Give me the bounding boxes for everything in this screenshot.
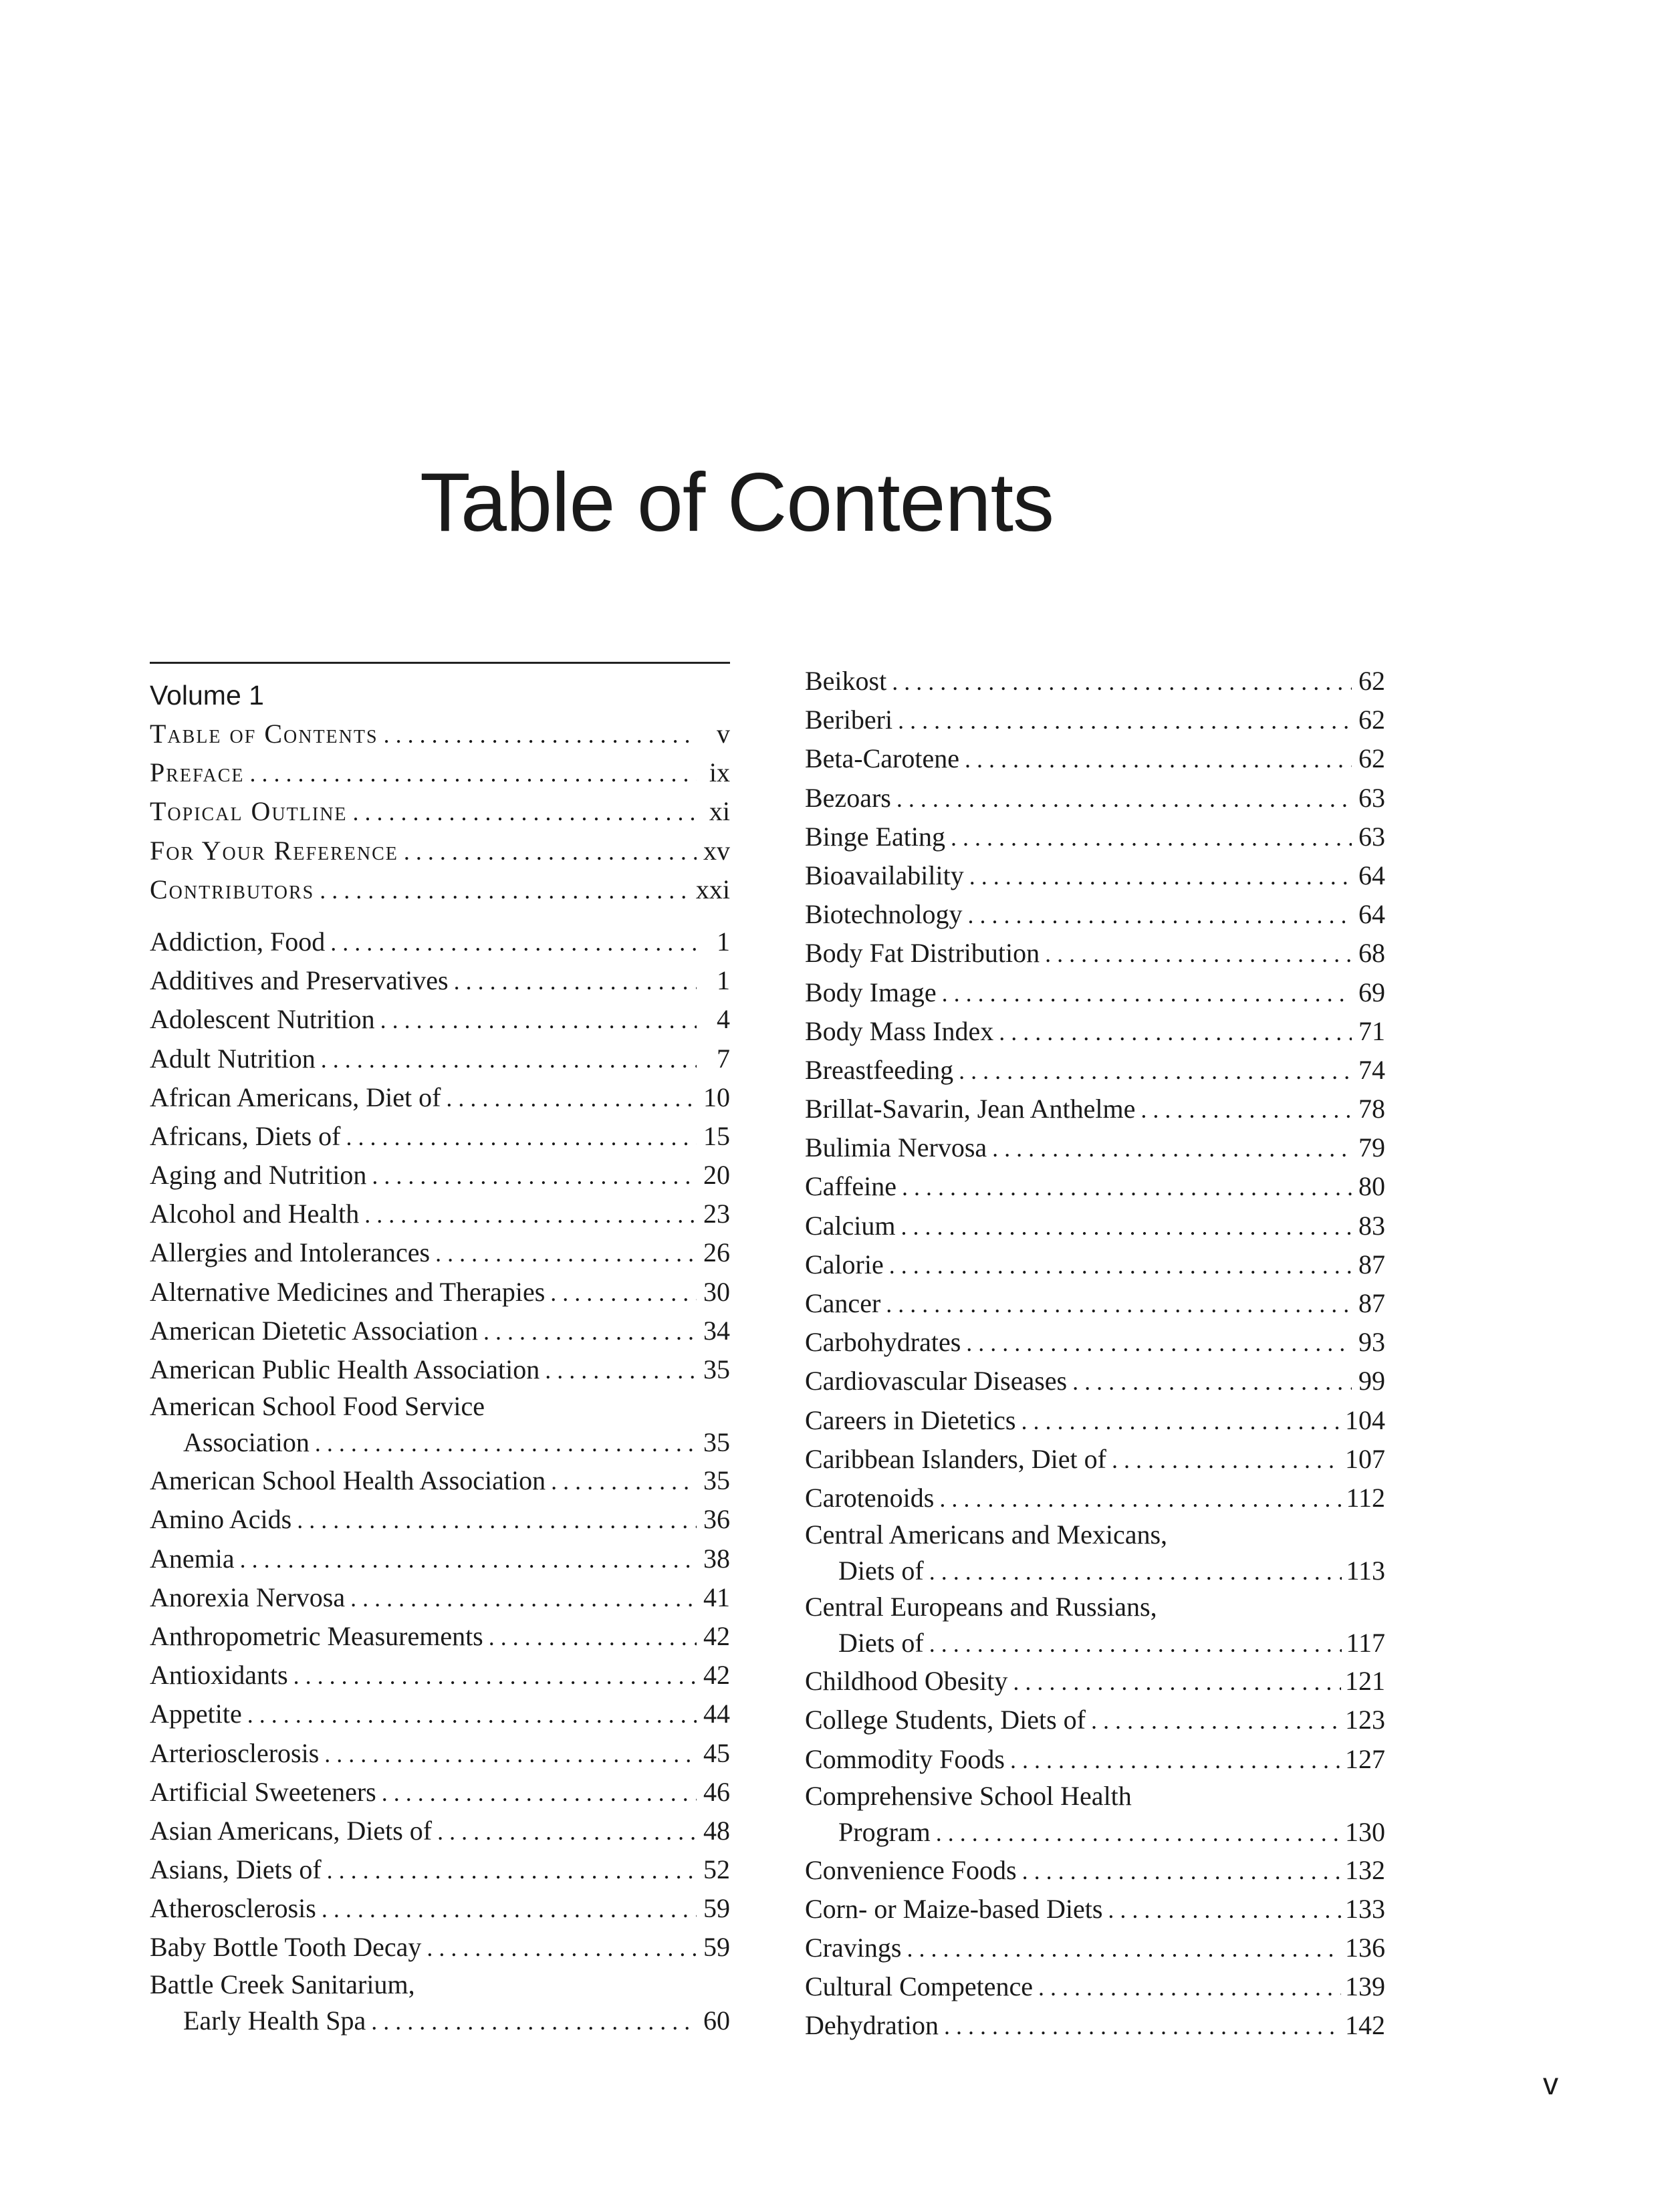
entry-title: Central Americans and Mexicans, — [805, 1519, 1168, 1550]
entry-title: Comprehensive School Health — [805, 1780, 1132, 1811]
entry-page: 112 — [1346, 1482, 1385, 1513]
toc-entry[interactable] — [805, 1167, 1385, 1206]
page-title: Table of Contents — [420, 457, 1054, 549]
entry-title: American School Health Association — [150, 1465, 546, 1496]
dot-leader — [1045, 935, 1352, 973]
dot-leader — [350, 1579, 697, 1618]
entry-title: Addiction, Food — [150, 926, 326, 957]
dot-leader — [382, 1773, 697, 1812]
toc-entry[interactable] — [805, 1245, 1385, 1284]
dot-leader — [1108, 1890, 1341, 1929]
entry-page: 127 — [1345, 1743, 1385, 1774]
front-matter-list — [150, 715, 730, 909]
dot-leader — [247, 1695, 697, 1734]
dot-leader — [992, 1129, 1352, 1168]
entry-page: 113 — [1346, 1556, 1385, 1586]
toc-entry[interactable] — [150, 1117, 730, 1156]
entry-title: Atherosclerosis — [150, 1893, 316, 1924]
dot-leader — [489, 1618, 697, 1657]
entry-page: 130 — [1345, 1816, 1385, 1847]
entry-title: Asians, Diets of — [150, 1854, 322, 1885]
toc-entry[interactable] — [805, 1740, 1385, 1779]
toc-entry[interactable] — [150, 832, 730, 870]
entry-list-right — [805, 662, 1385, 2046]
toc-entry[interactable] — [805, 818, 1385, 856]
entry-title: Body Mass Index — [805, 1015, 994, 1046]
dot-leader — [320, 871, 692, 910]
dot-leader — [968, 896, 1352, 935]
dot-leader — [324, 1735, 697, 1773]
entry-title: Adult Nutrition — [150, 1043, 316, 1074]
entry-title: Allergies and Intolerances — [150, 1237, 431, 1268]
dot-leader — [380, 1001, 697, 1039]
dot-leader — [384, 715, 697, 754]
toc-entry[interactable] — [805, 1440, 1385, 1479]
entry-page: 87 — [1358, 1288, 1385, 1318]
dot-leader — [483, 1312, 697, 1351]
entry-page: 99 — [1358, 1366, 1385, 1396]
entry-continuation — [150, 2002, 730, 2040]
toc-entry[interactable] — [805, 1284, 1385, 1323]
dot-leader — [1141, 1090, 1352, 1129]
toc-entry[interactable] — [150, 1773, 730, 1812]
volume-heading: Volume 1 — [150, 680, 264, 711]
toc-entry[interactable] — [150, 1656, 730, 1695]
entry-page: 42 — [703, 1660, 730, 1691]
toc-entry[interactable] — [150, 1273, 730, 1312]
entry-page: 41 — [703, 1582, 730, 1612]
entry-page: 62 — [1358, 666, 1385, 696]
dot-leader — [551, 1462, 697, 1501]
entry-page: 10 — [703, 1082, 730, 1112]
entry-page: 63 — [1358, 782, 1385, 813]
page-number: v — [1543, 2066, 1558, 2101]
entry-page: 23 — [703, 1199, 730, 1229]
dot-leader — [240, 1540, 697, 1579]
entry-title: Carbohydrates — [805, 1327, 961, 1358]
entry-title: Bioavailability — [805, 860, 964, 890]
dot-leader — [965, 740, 1352, 779]
entry-title: American Public Health Association — [150, 1354, 540, 1384]
entry-page: 4 — [717, 1004, 730, 1035]
toc-entry[interactable] — [150, 961, 730, 1000]
entry-title: Baby Bottle Tooth Decay — [150, 1932, 422, 1963]
entry-page: 71 — [1358, 1015, 1385, 1046]
dot-leader — [297, 1501, 697, 1540]
entry-title: Binge Eating — [805, 821, 945, 852]
dot-leader — [1021, 1402, 1341, 1441]
toc-entry[interactable] — [805, 739, 1385, 778]
entry-title: Arteriosclerosis — [150, 1737, 320, 1768]
entry-title: Bezoars — [805, 782, 891, 813]
entry-title: Biotechnology — [805, 899, 963, 930]
entry-page: 45 — [703, 1737, 730, 1768]
entry-title-continued: Program — [838, 1816, 931, 1847]
toc-entry[interactable] — [150, 1540, 730, 1578]
dot-leader — [371, 2003, 697, 2040]
entry-continuation — [150, 1424, 730, 1461]
entry-title: Additives and Preservatives — [150, 965, 449, 996]
toc-entry[interactable] — [150, 1500, 730, 1539]
entry-page: 62 — [1358, 705, 1385, 735]
entry-title-continued: Association — [183, 1427, 310, 1458]
toc-entry[interactable] — [805, 701, 1385, 739]
entry-title: Corn- or Maize-based Diets — [805, 1893, 1103, 1924]
dot-leader — [966, 1324, 1352, 1362]
entry-page: 35 — [703, 1465, 730, 1496]
toc-entry[interactable] — [150, 1967, 730, 2040]
toc-entry[interactable] — [150, 1889, 730, 1928]
toc-entry[interactable] — [150, 715, 730, 753]
dot-leader — [889, 1246, 1352, 1285]
toc-entry[interactable] — [805, 1323, 1385, 1362]
dot-leader — [969, 857, 1352, 896]
entry-title: Cancer — [805, 1288, 881, 1318]
entry-page: 38 — [703, 1543, 730, 1574]
entry-title: Amino Acids — [150, 1504, 292, 1535]
entry-page: 79 — [1358, 1132, 1385, 1163]
entry-page: ix — [709, 757, 730, 788]
entry-title: Calcium — [805, 1210, 896, 1241]
toc-entry[interactable] — [150, 1734, 730, 1773]
entry-title: Anthropometric Measurements — [150, 1620, 483, 1651]
entry-title: Topical Outline — [150, 796, 348, 827]
toc-entry[interactable] — [150, 1578, 730, 1617]
entry-page: 34 — [703, 1315, 730, 1346]
entry-page: 59 — [703, 1932, 730, 1963]
entry-title: Beriberi — [805, 705, 893, 735]
toc-entry[interactable] — [150, 792, 730, 831]
entry-title: Central Europeans and Russians, — [805, 1592, 1157, 1622]
toc-entry[interactable] — [805, 1051, 1385, 1090]
dot-leader — [907, 1929, 1341, 1968]
dot-leader — [1038, 1968, 1341, 2007]
entry-title-continued: Early Health Spa — [183, 2005, 366, 2036]
entry-title: Antioxidants — [150, 1660, 288, 1691]
dot-leader — [1072, 1362, 1352, 1401]
dot-leader — [1112, 1441, 1341, 1479]
entry-page: v — [717, 719, 730, 749]
toc-entry[interactable] — [805, 1590, 1385, 1662]
entry-page: 46 — [703, 1776, 730, 1807]
entry-page: 20 — [703, 1160, 730, 1191]
entry-title: African Americans, Diet of — [150, 1082, 441, 1112]
entry-title: Adolescent Nutrition — [150, 1004, 375, 1035]
dot-leader — [321, 1040, 697, 1079]
dot-leader — [898, 701, 1352, 740]
toc-entry[interactable] — [805, 1401, 1385, 1440]
entry-title: College Students, Diets of — [805, 1705, 1086, 1735]
entry-page: 80 — [1358, 1171, 1385, 1202]
dot-leader — [892, 662, 1352, 701]
dot-leader — [372, 1156, 697, 1195]
entry-title: Alternative Medicines and Therapies — [150, 1276, 546, 1307]
entry-continuation — [805, 1552, 1385, 1590]
dot-leader — [293, 1657, 697, 1695]
toc-entry[interactable] — [150, 1928, 730, 1967]
section-rule — [150, 662, 730, 664]
entry-page: 64 — [1358, 860, 1385, 890]
dot-leader — [896, 779, 1352, 818]
dot-leader — [1013, 1663, 1341, 1701]
dot-leader — [944, 2007, 1341, 2046]
toc-entry[interactable] — [805, 1128, 1385, 1167]
entry-title: Commodity Foods — [805, 1743, 1005, 1774]
entry-title: Preface — [150, 757, 245, 788]
dot-leader — [364, 1195, 697, 1234]
entry-page: xv — [703, 835, 730, 866]
entry-page: 42 — [703, 1620, 730, 1651]
entry-title: Anemia — [150, 1543, 235, 1574]
entry-title: Caffeine — [805, 1171, 896, 1202]
entry-title: American Dietetic Association — [150, 1315, 478, 1346]
dot-leader — [942, 974, 1352, 1013]
toc-entry[interactable] — [805, 1012, 1385, 1051]
entry-page: 44 — [703, 1699, 730, 1729]
toc-entry[interactable] — [150, 1039, 730, 1078]
entry-title: Brillat-Savarin, Jean Anthelme — [805, 1094, 1136, 1124]
entry-continuation — [805, 1624, 1385, 1662]
toc-entry[interactable] — [150, 870, 730, 909]
toc-entry[interactable] — [805, 2006, 1385, 2045]
entry-page: 15 — [703, 1120, 730, 1151]
entry-page: 30 — [703, 1276, 730, 1307]
entry-page: 63 — [1358, 821, 1385, 852]
entry-title: Battle Creek Sanitarium, — [150, 1969, 415, 1999]
entry-page: 64 — [1358, 899, 1385, 930]
dot-leader — [886, 1285, 1352, 1324]
dot-leader — [346, 1118, 697, 1156]
entry-list-left — [150, 923, 730, 2040]
toc-entry[interactable] — [805, 1701, 1385, 1739]
entry-title: Carotenoids — [805, 1482, 935, 1513]
entry-page: 104 — [1345, 1404, 1385, 1435]
toc-entry[interactable] — [805, 1479, 1385, 1517]
entry-page: 7 — [717, 1043, 730, 1074]
toc-entry[interactable] — [805, 1362, 1385, 1400]
entry-page: xxi — [695, 874, 730, 904]
toc-entry[interactable] — [805, 1662, 1385, 1701]
dot-leader — [929, 1553, 1342, 1590]
toc-column-left — [150, 662, 730, 2040]
toc-entry[interactable] — [805, 1090, 1385, 1128]
entry-continuation — [805, 1814, 1385, 1851]
dot-leader — [315, 1425, 697, 1462]
dot-leader — [936, 1814, 1341, 1852]
toc-entry[interactable] — [805, 856, 1385, 895]
entry-page: 132 — [1345, 1854, 1385, 1885]
dot-leader — [327, 1851, 697, 1890]
toc-entry[interactable] — [805, 1890, 1385, 1929]
dot-leader — [901, 1207, 1352, 1246]
toc-entry[interactable] — [150, 1389, 730, 1461]
entry-title: Breastfeeding — [805, 1054, 954, 1085]
dot-leader — [427, 1929, 697, 1967]
toc-entry[interactable] — [150, 1078, 730, 1117]
entry-page: 78 — [1358, 1094, 1385, 1124]
toc-entry[interactable] — [805, 1967, 1385, 2006]
entry-title: American School Food Service — [150, 1391, 485, 1422]
toc-entry[interactable] — [805, 1779, 1385, 1851]
entry-title: Careers in Dietetics — [805, 1404, 1016, 1435]
dot-leader — [446, 1079, 697, 1118]
dot-leader — [454, 962, 697, 1001]
entry-title: Dehydration — [805, 2010, 939, 2041]
toc-entry[interactable] — [805, 779, 1385, 818]
toc-entry[interactable] — [150, 1156, 730, 1195]
entry-page: 123 — [1345, 1705, 1385, 1735]
entry-title: Anorexia Nervosa — [150, 1582, 346, 1612]
entry-title: Alcohol and Health — [150, 1199, 360, 1229]
dot-leader — [939, 1479, 1342, 1518]
entry-page: 1 — [717, 926, 730, 957]
toc-entry[interactable] — [150, 1812, 730, 1850]
toc-entry[interactable] — [805, 1517, 1385, 1590]
dot-leader — [435, 1234, 697, 1273]
entry-title: Convenience Foods — [805, 1854, 1017, 1885]
dot-leader — [322, 1890, 697, 1929]
entry-page: 52 — [703, 1854, 730, 1885]
toc-entry[interactable] — [150, 1195, 730, 1233]
entry-page: 74 — [1358, 1054, 1385, 1085]
toc-entry[interactable] — [150, 1350, 730, 1389]
dot-leader — [330, 923, 697, 962]
entry-page: 121 — [1345, 1666, 1385, 1697]
entry-title: Beta-Carotene — [805, 743, 959, 774]
entry-title: Childhood Obesity — [805, 1666, 1008, 1697]
dot-leader — [1010, 1741, 1341, 1780]
dot-leader — [902, 1168, 1352, 1207]
entry-page: 83 — [1358, 1210, 1385, 1241]
dot-leader — [951, 818, 1352, 857]
entry-title: Bulimia Nervosa — [805, 1132, 987, 1163]
entry-title: Aging and Nutrition — [150, 1160, 367, 1191]
dot-leader — [1022, 1852, 1341, 1890]
dot-leader — [437, 1812, 697, 1851]
entry-title: Cultural Competence — [805, 1971, 1034, 2002]
entry-page: 59 — [703, 1893, 730, 1924]
entry-page: xi — [709, 796, 730, 827]
entry-page: 69 — [1358, 977, 1385, 1007]
entry-title: Beikost — [805, 666, 887, 696]
dot-leader — [959, 1052, 1352, 1090]
dot-leader — [404, 832, 697, 871]
entry-title: Africans, Diets of — [150, 1120, 341, 1151]
entry-page: 48 — [703, 1815, 730, 1846]
entry-page: 136 — [1345, 1933, 1385, 1963]
entry-page: 68 — [1358, 938, 1385, 969]
toc-entry[interactable] — [150, 1312, 730, 1350]
dot-leader — [999, 1013, 1352, 1052]
entry-title: Artificial Sweeteners — [150, 1776, 376, 1807]
toc-entry[interactable] — [805, 1929, 1385, 1967]
entry-title: Caribbean Islanders, Diet of — [805, 1443, 1106, 1474]
toc-entry[interactable] — [150, 1617, 730, 1656]
dot-leader — [550, 1273, 697, 1312]
entry-title: Appetite — [150, 1699, 242, 1729]
entry-page: 36 — [703, 1504, 730, 1535]
dot-leader — [1091, 1701, 1341, 1740]
entry-page: 62 — [1358, 743, 1385, 774]
entry-title: For Your Reference — [150, 835, 398, 866]
toc-entry[interactable] — [805, 895, 1385, 934]
entry-page: 133 — [1345, 1893, 1385, 1924]
entry-title: Contributors — [150, 874, 315, 904]
entry-title: Table of Contents — [150, 719, 378, 749]
entry-page: 117 — [1346, 1628, 1385, 1659]
entry-title: Cravings — [805, 1933, 902, 1963]
entry-page: 107 — [1345, 1443, 1385, 1474]
toc-entry[interactable] — [150, 1000, 730, 1039]
entry-page: 1 — [717, 965, 730, 996]
entry-page: 35 — [703, 1354, 730, 1384]
toc-entry[interactable] — [150, 1850, 730, 1889]
entry-title: Asian Americans, Diets of — [150, 1815, 433, 1846]
toc-entry[interactable] — [150, 753, 730, 792]
toc-entry[interactable] — [805, 1207, 1385, 1245]
entry-page: 142 — [1345, 2010, 1385, 2041]
entry-page: 93 — [1358, 1327, 1385, 1358]
dot-leader — [250, 754, 697, 793]
entry-title: Cardiovascular Diseases — [805, 1366, 1068, 1396]
entry-title: Body Image — [805, 977, 937, 1007]
entry-page: 26 — [703, 1237, 730, 1268]
toc-entry[interactable] — [150, 1233, 730, 1272]
dot-leader — [929, 1625, 1342, 1663]
entry-page: 87 — [1358, 1249, 1385, 1279]
entry-page: 139 — [1345, 1971, 1385, 2002]
entry-page: 60 — [703, 2005, 730, 2036]
entry-title-continued: Diets of — [838, 1556, 924, 1586]
toc-entry[interactable] — [805, 973, 1385, 1012]
entry-page: 35 — [703, 1427, 730, 1458]
entry-title: Body Fat Distribution — [805, 938, 1040, 969]
dot-leader — [353, 793, 697, 832]
toc-entry[interactable] — [805, 934, 1385, 973]
toc-column-right — [805, 662, 1385, 2046]
toc-entry[interactable] — [150, 1461, 730, 1500]
toc-entry[interactable] — [150, 1695, 730, 1733]
entry-title: Calorie — [805, 1249, 884, 1279]
dot-leader — [545, 1351, 697, 1390]
entry-title-continued: Diets of — [838, 1628, 924, 1659]
toc-entry[interactable] — [805, 662, 1385, 701]
list-gap — [150, 909, 730, 923]
toc-entry[interactable] — [150, 923, 730, 961]
toc-entry[interactable] — [805, 1851, 1385, 1890]
